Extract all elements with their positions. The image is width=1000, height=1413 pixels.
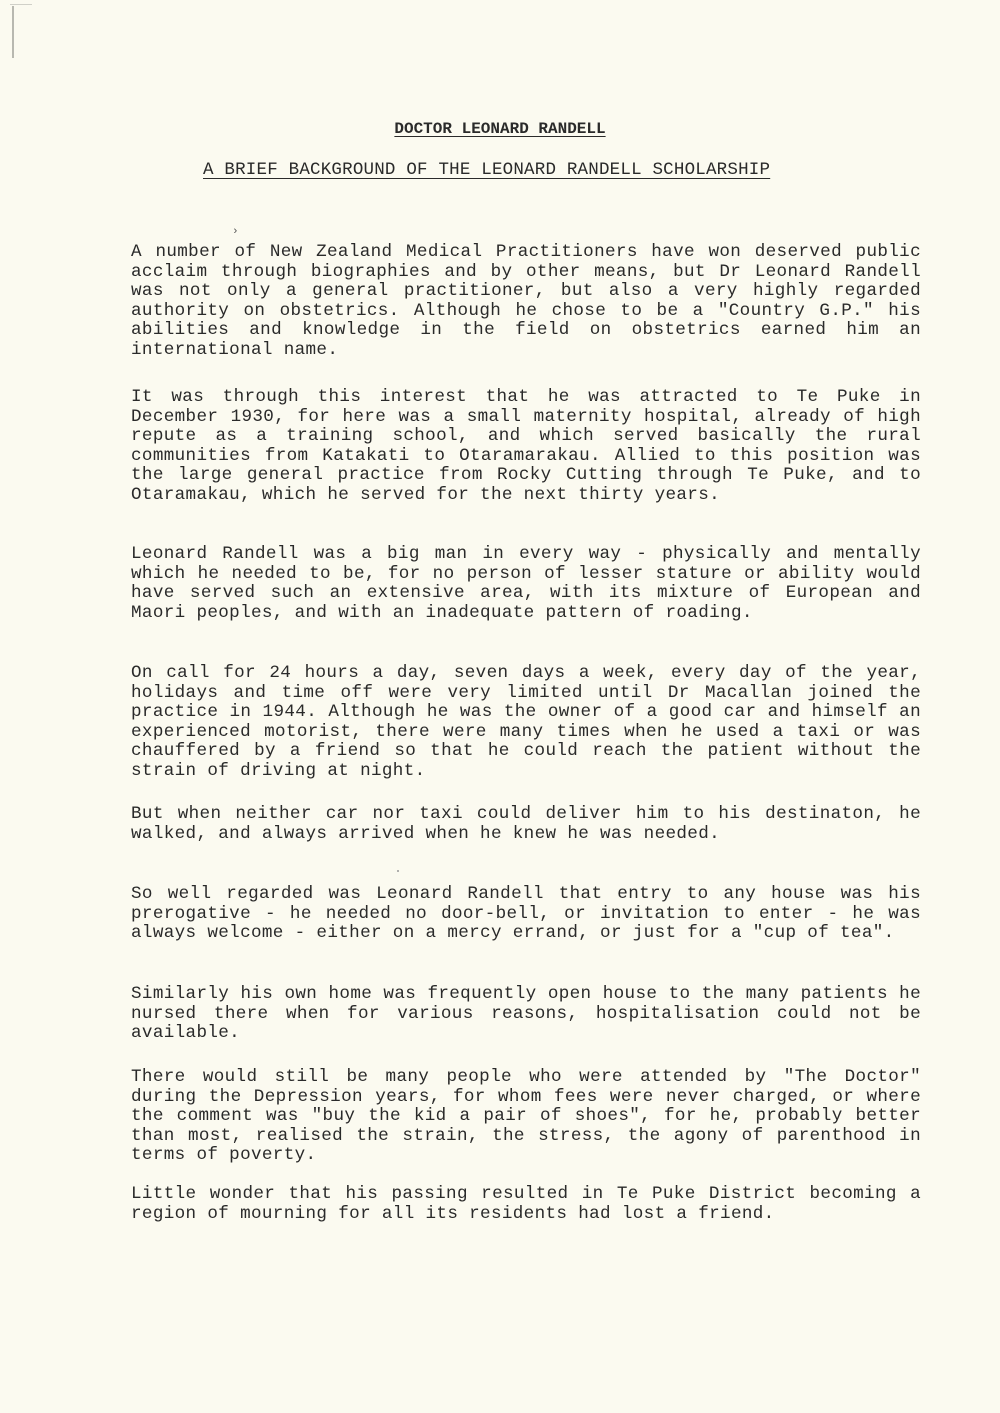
- paragraph-7: Similarly his own home was frequently open house to the many patients he nursed there when for various reasons, hospitalisation could not be available.: [131, 984, 921, 1044]
- stray-dot: [397, 870, 399, 872]
- paragraph-5: But when neither car nor taxi could deliver him to his destinaton, he walked, and always arrived when he knew he was needed.: [131, 804, 921, 844]
- scan-margin-mark: [10, 4, 32, 5]
- document-subtitle: [203, 160, 863, 180]
- paragraph-8: There would still be many people who were attended by "The Doctor" during the Depression years, for whom fees were never charged, or where the comment was "buy the kid a pair of shoes", for he, probably better than most, realised the strain, the stress, the agony of parenthood in terms of poverty.: [131, 1067, 921, 1166]
- paragraph-1: A number of New Zealand Medical Practitioners have won deserved public acclaim through biographies and by other means, but Dr Leonard Randell was not only a general practitioner, but also a very highly regarded authority on obstetrics. Although he chose to be a "Country G.P." his abilities and knowledge in the field on obstetrics earned him an international name.: [131, 242, 921, 360]
- paragraph-3: Leonard Randell was a big man in every way - physically and mentally which he needed to be, for no person of lesser stature or ability would have served such an extensive area, with its mixture of European and Maori peoples, and with an inadequate pattern of roading.: [131, 544, 921, 623]
- document-title: [0, 120, 1000, 138]
- document-subtitle-text: A BRIEF BACKGROUND OF THE LEONARD RANDELL SCHOLARSHIP: [203, 160, 771, 180]
- paragraph-6: So well regarded was Leonard Randell that entry to any house was his prerogative - he needed no door-bell, or invitation to enter - he was always welcome - either on a mercy errand, or just for a "cup of tea".: [131, 884, 921, 944]
- paragraph-2: It was through this interest that he was attracted to Te Puke in December 1930, for here was a small maternity hospital, already of high repute as a training school, and which served basically the rural communities from Katakati to Otaramarakau. Allied to this position was the large general practice from Rocky Cutting through Te Puke, and to Otaramakau, which he served for the next thirty years.: [131, 387, 921, 505]
- stray-mark: ›: [232, 226, 239, 238]
- paragraph-4: On call for 24 hours a day, seven days a week, every day of the year, holidays and time off were very limited until Dr Macallan joined the practice in 1944. Although he was the owner of a good car and himself an experienced motorist, there were many times when he used a taxi or was chauffered by a friend so that he could reach the patient without the strain of driving at night.: [131, 663, 921, 781]
- paragraph-9: Little wonder that his passing resulted in Te Puke District becoming a region of mourning for all its residents had lost a friend.: [131, 1184, 921, 1224]
- document-title-text: DOCTOR LEONARD RANDELL: [394, 120, 606, 138]
- scan-margin-line: [12, 6, 14, 58]
